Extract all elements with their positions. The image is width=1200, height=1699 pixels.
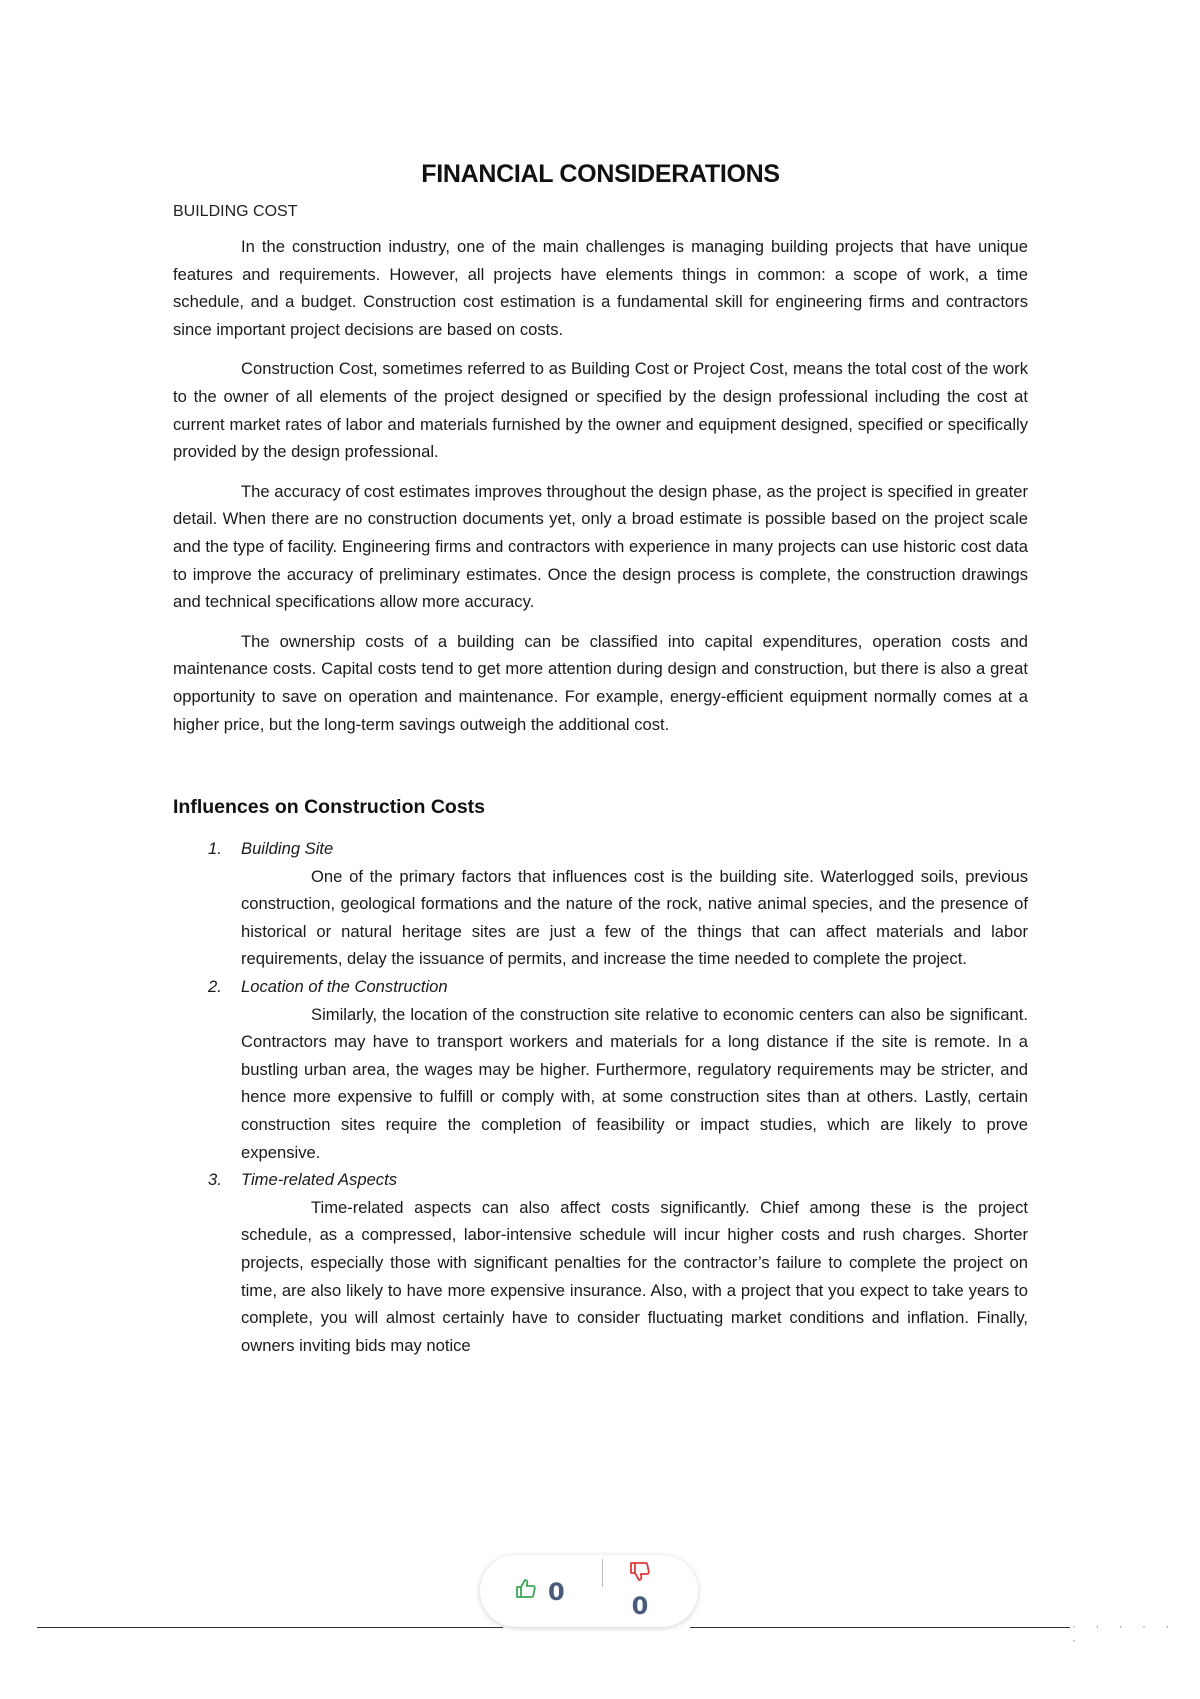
document-subtitle: BUILDING COST	[173, 203, 298, 220]
page-divider-right	[690, 1627, 1070, 1628]
list-item	[173, 1166, 1028, 1359]
list-item	[173, 835, 1028, 973]
list-item-number: 1.	[208, 839, 222, 859]
list-item-title: Location of the Construction	[241, 977, 448, 997]
downvote-button[interactable]	[620, 1559, 660, 1620]
list-item	[173, 973, 1028, 1166]
thumbs-down-icon	[628, 1570, 652, 1587]
downvote-count: 0	[631, 1592, 649, 1620]
list-item-number: 3.	[208, 1170, 222, 1190]
paragraph-2: Construction Cost, sometimes referred to as Building Cost or Project Cost, means the total cost of the work to the owner of all elements of the project designed or specified by the design professional including the cost at current market rates of labor and materials furnished by the owner and equipment designed, specified or specifically provided by the design professional.	[173, 359, 1028, 462]
document-page	[173, 160, 1028, 1359]
list-item-body: Similarly, the location of the construction site relative to economic centers can also be significant. Contractors may have to transport workers and materials for a long distance if the site is remote. In a bustling urban area, the wages may be higher. Furthermore, regulatory requirements may be stricter, and hence more expensive to fulfill or comply with, at some construction sites than at others. Lastly, certain construction sites require the completion of feasibility or impact studies, which are likely to prove expensive.	[241, 1004, 1028, 1162]
page-divider-left	[37, 1627, 503, 1628]
page-divider-dots: · · · · · ·	[1072, 1619, 1178, 1647]
upvote-button[interactable]	[514, 1577, 565, 1606]
paragraph-1: In the construction industry, one of the main challenges is managing building projects that have unique features and requirements. However, all projects have elements things in common: a scope of work, a time schedule, and a budget. Construction cost estimation is a fundamental skill for engineering firms and contractors since important project decisions are based on costs.	[173, 237, 1028, 339]
vote-divider	[602, 1559, 603, 1587]
list-item-title: Building Site	[241, 839, 334, 859]
influences-list	[173, 835, 1028, 1359]
document-title: FINANCIAL CONSIDERATIONS	[421, 160, 780, 188]
thumbs-up-icon	[514, 1577, 538, 1606]
paragraph-3: The accuracy of cost estimates improves throughout the design phase, as the project is specified in greater detail. When there are no construction documents yet, only a broad estimate is possible based on the project scale and the type of facility. Engineering firms and contractors with experience in many projects can use historic cost data to improve the accuracy of preliminary estimates. Once the design process is complete, the construction drawings and technical specifications allow more accuracy.	[173, 481, 1028, 612]
list-item-title: Time-related Aspects	[241, 1170, 398, 1190]
list-item-body: Time-related aspects can also affect costs significantly. Chief among these is the project schedule, as a compressed, labor-intensive schedule will incur higher costs and rush charges. Shorter projects, especially those with significant penalties for the contractor’s failure to complete the project on time, are also likely to have more expensive insurance. Also, with a project that you expect to take years to complete, you will almost certainly have to consider fluctuating market conditions and inflation. Finally, owners inviting bids may notice	[241, 1197, 1028, 1355]
upvote-count: 0	[548, 1577, 565, 1606]
section-heading: Influences on Construction Costs	[173, 796, 486, 819]
vote-widget	[480, 1555, 698, 1627]
list-item-body: One of the primary factors that influences cost is the building site. Waterlogged soils, previous construction, geological formations and the nature of the rock, native animal species, and the presence of historical or natural heritage sites are just a few of the things that can affect materials and labor requirements, delay the issuance of permits, and increase the time needed to complete the project.	[241, 866, 1028, 969]
list-item-number: 2.	[208, 977, 222, 997]
paragraph-4: The ownership costs of a building can be classified into capital expenditures, operation costs and maintenance costs. Capital costs tend to get more attention during design and construction, but there is also a great opportunity to save on operation and maintenance. For example, energy-efficient equipment normally comes at a higher price, but the long-term savings outweigh the additional cost.	[173, 631, 1028, 734]
